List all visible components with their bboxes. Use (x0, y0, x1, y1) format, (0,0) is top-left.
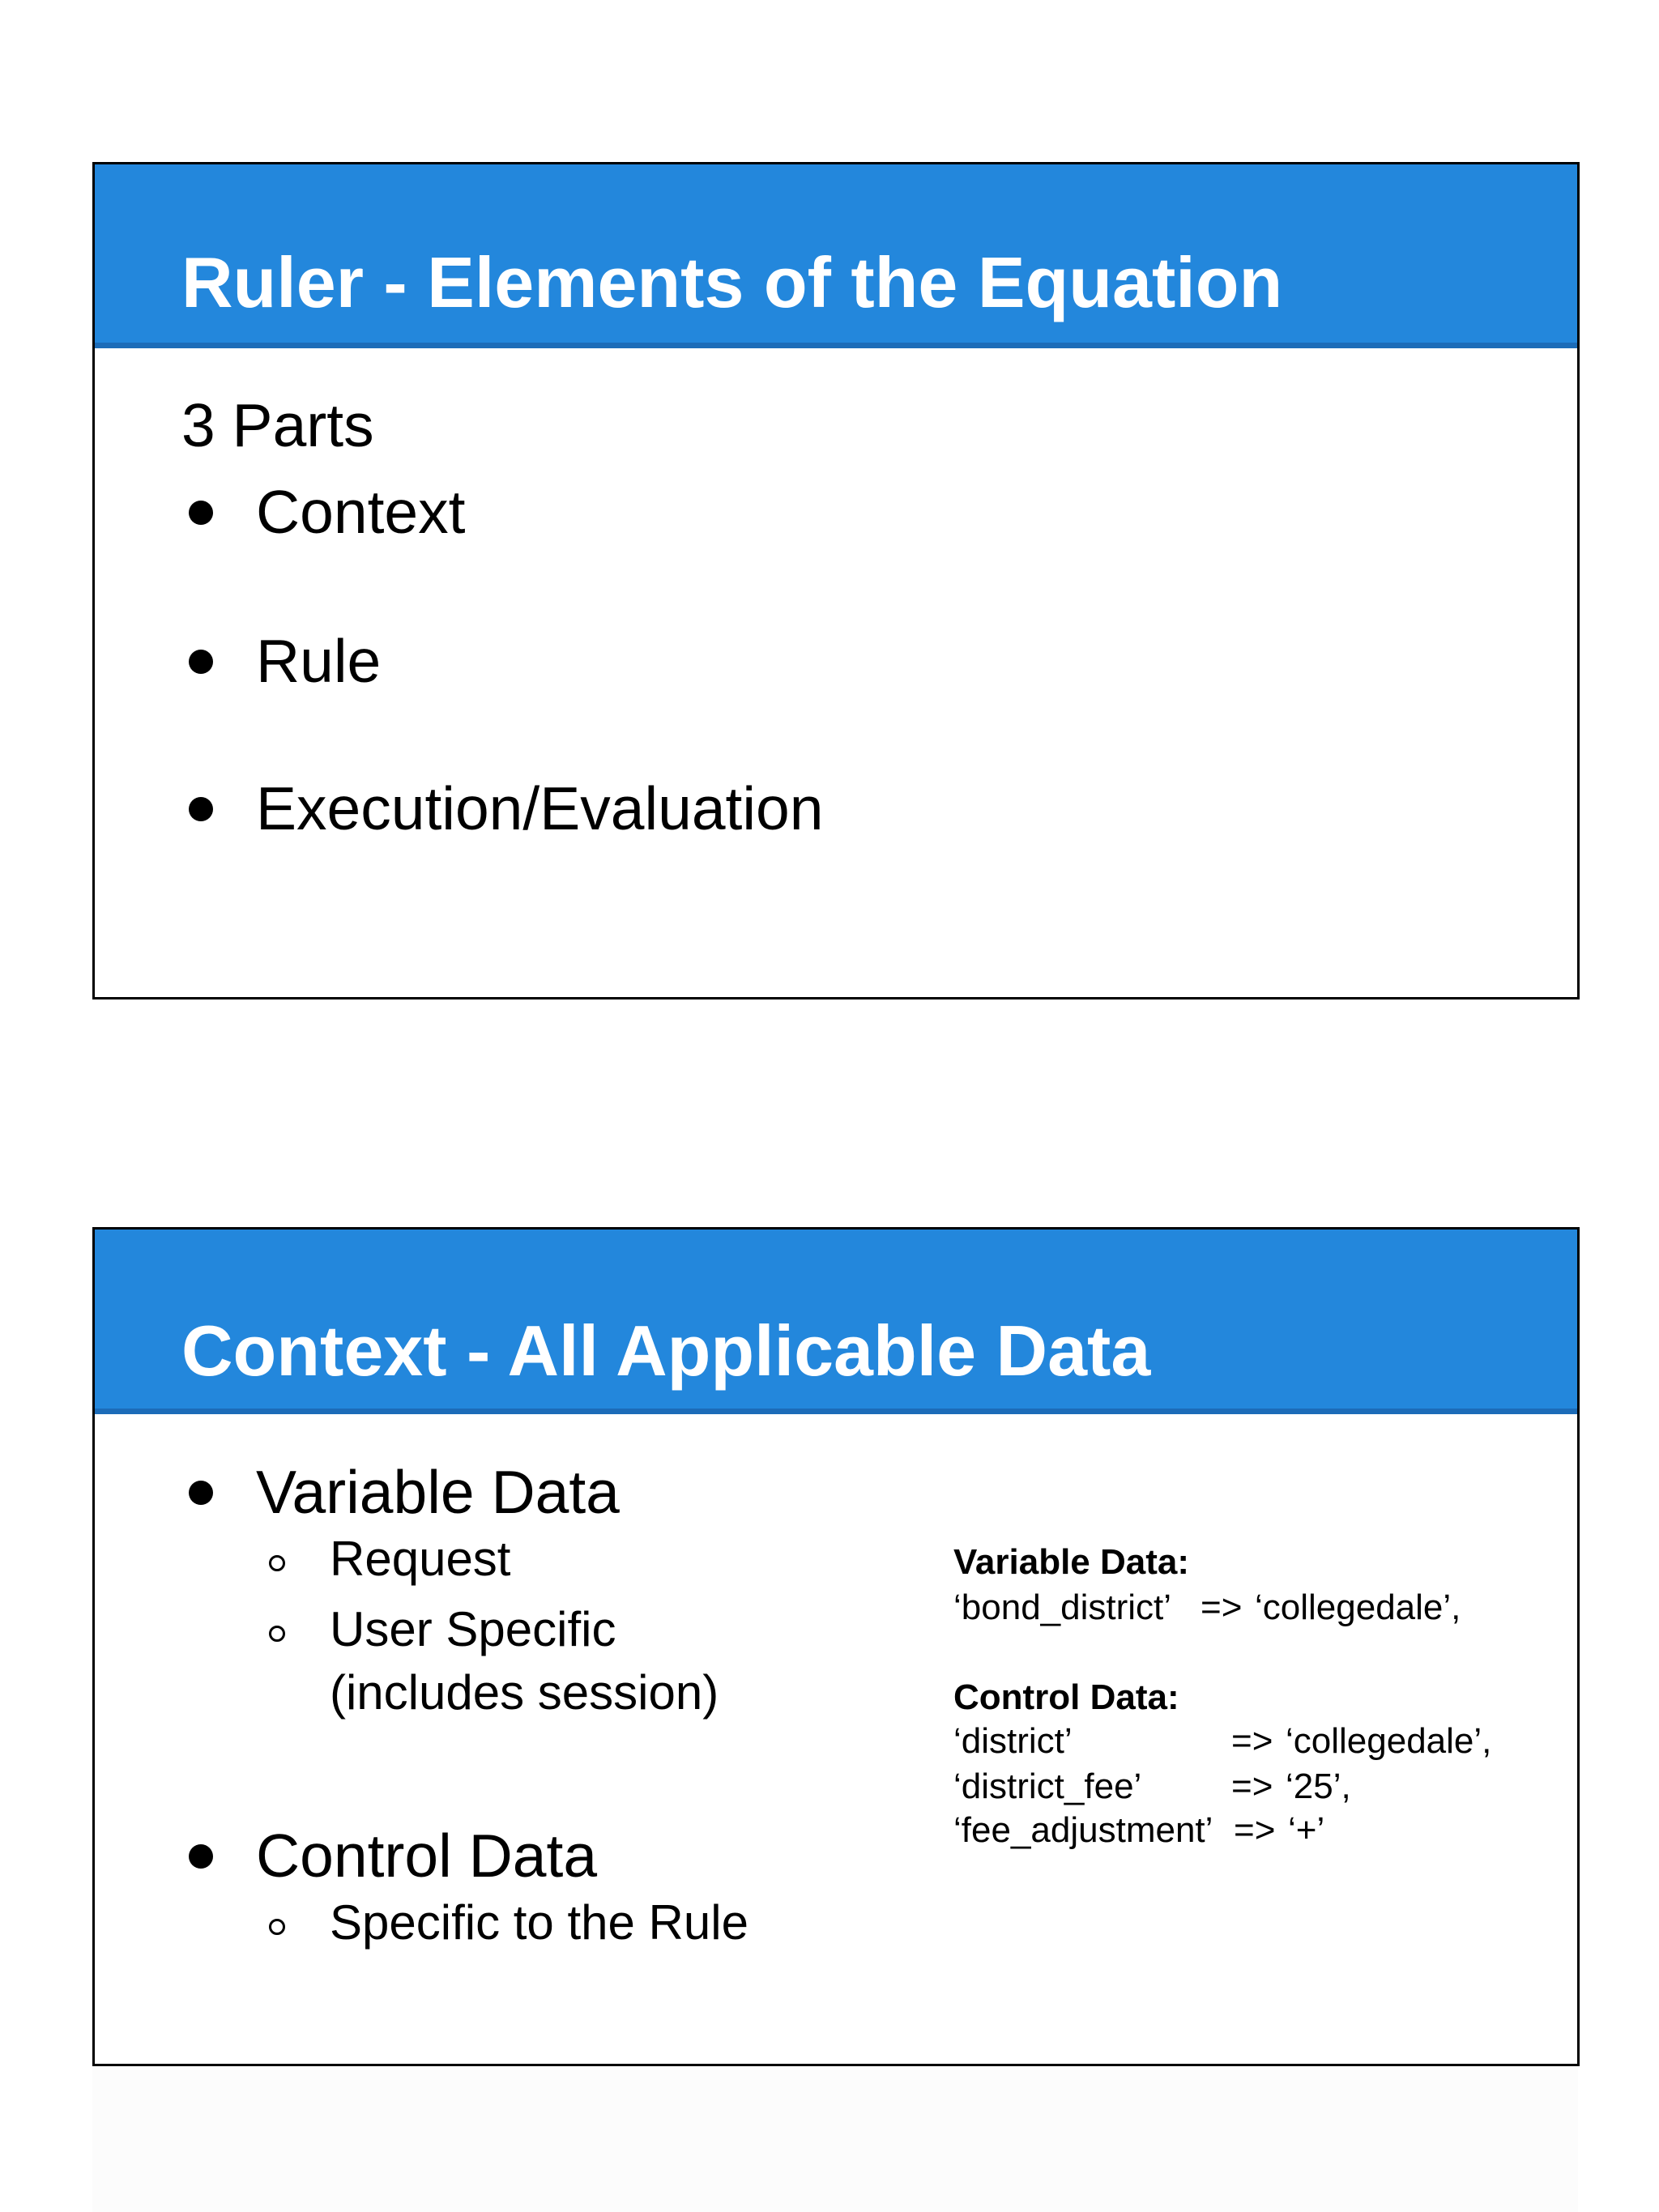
slide-title: Context - All Applicable Data (181, 1311, 1151, 1391)
sub-bullet-note: (includes session) (330, 1665, 719, 1720)
bullet-icon (189, 650, 213, 674)
slide-context-data (92, 1227, 1580, 2066)
variable-data-heading: Variable Data: (953, 1542, 1190, 1582)
bullet-execution: Execution/Evaluation (256, 774, 824, 842)
slide-title: Ruler - Elements of the Equation (181, 242, 1283, 322)
slide-ruler-elements (92, 162, 1580, 999)
sub-bullet-specific: Specific to the Rule (330, 1895, 748, 1950)
bullet-variable-data: Variable Data (256, 1458, 620, 1526)
bullet-context: Context (256, 478, 466, 546)
control-arrow: => (1231, 1767, 1273, 1806)
sub-bullet-request: Request (330, 1532, 511, 1586)
sub-bullet-icon (269, 1555, 285, 1571)
page-backdrop (92, 2064, 1578, 2212)
bullet-icon (189, 1481, 213, 1505)
bullet-control-data: Control Data (256, 1822, 598, 1890)
control-data-heading: Control Data: (953, 1677, 1179, 1717)
sub-bullet-user-specific: User Specific (330, 1602, 616, 1656)
sub-bullet-icon (269, 1919, 285, 1935)
bullet-rule: Rule (256, 627, 382, 695)
sub-bullet-icon (269, 1626, 285, 1642)
bullet-icon (189, 501, 213, 525)
variable-arrow: => (1201, 1588, 1243, 1627)
control-arrow: => (1234, 1810, 1276, 1850)
variable-key: ‘bond_district’ (953, 1588, 1172, 1627)
bullet-icon (189, 797, 213, 821)
control-value: ‘+’ (1288, 1810, 1325, 1850)
control-value: ‘collegedale’, (1286, 1721, 1492, 1761)
control-value: ‘25’, (1286, 1767, 1351, 1806)
bullet-icon (189, 1844, 213, 1869)
control-key: ‘fee_adjustment’ (953, 1810, 1213, 1850)
intro-text: 3 Parts (181, 391, 374, 459)
control-key: ‘district’ (953, 1721, 1073, 1761)
control-key: ‘district_fee’ (953, 1767, 1142, 1806)
control-arrow: => (1231, 1721, 1273, 1761)
variable-value: ‘collegedale’, (1255, 1588, 1461, 1627)
